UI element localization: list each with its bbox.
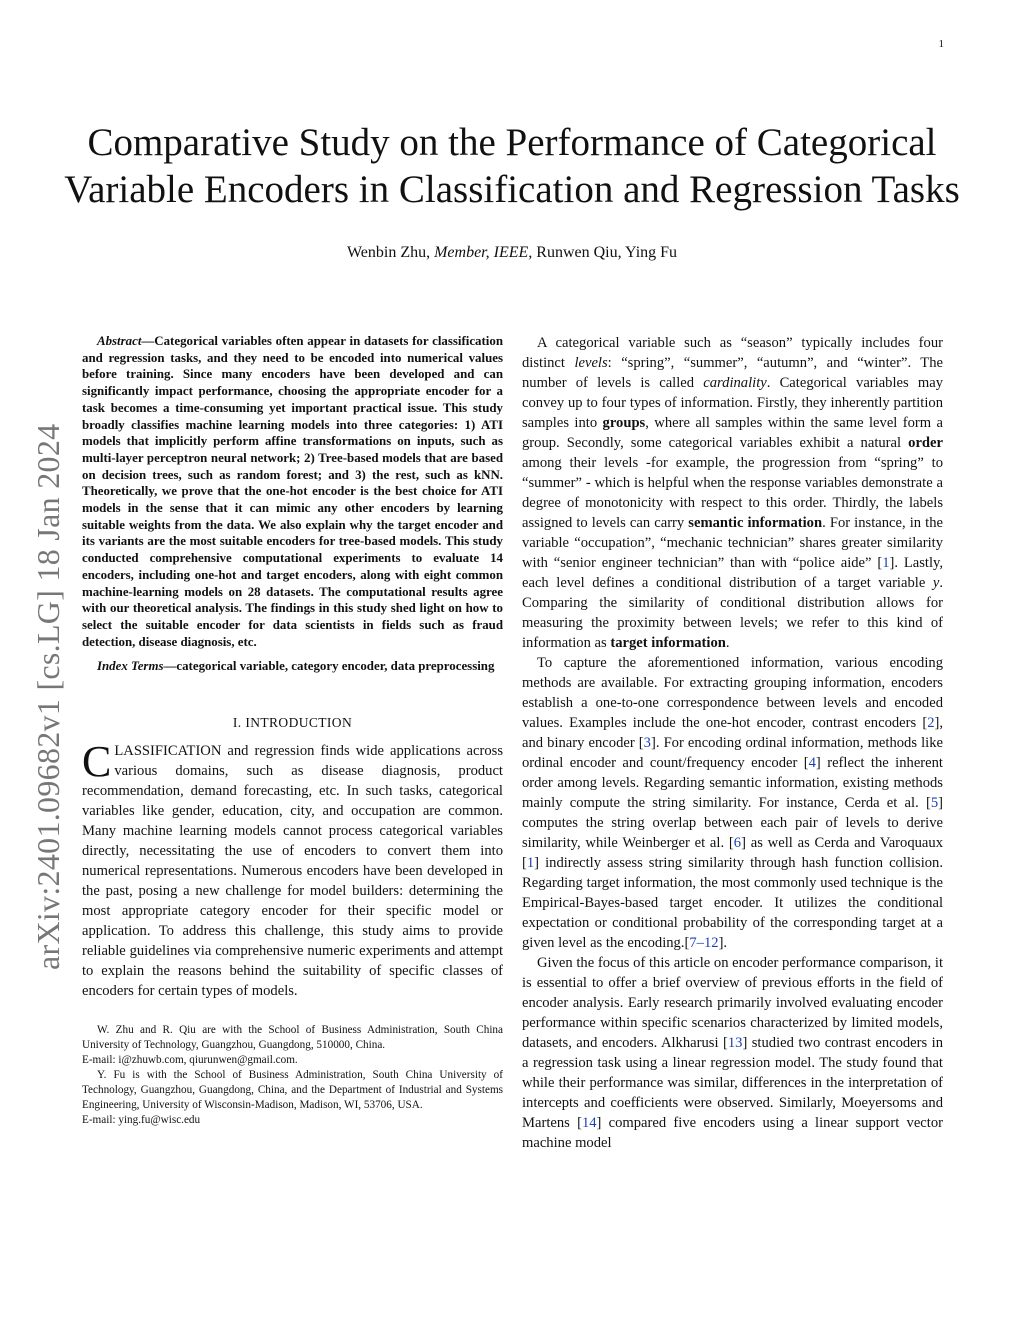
text-span: ] indirectly assess string similarity through hash function collision. Regarding target information, the most commonly used technique is the Empirical-Bayes-based target encoder. It utilizes the conditional expectation or conditional probability of the corresponding target at a given level as the encoding.[ [522,855,943,951]
author-names: Wenbin Zhu, [346,244,435,261]
text-span: ] studied two contrast encoders in a regression task using a linear regression model. The study found that while their performance was similar, differences in the interpretation of intercepts and coefficients were observed. Similarly, Moeyersoms and Martens [ [522,1035,943,1131]
citation-link[interactable]: 2 [927,715,935,731]
term-levels: levels [574,355,608,371]
author-line [60,244,964,262]
intro-paragraph [82,737,503,1001]
text-span: ] compared five encoders using a linear support vector machine model [522,1115,943,1151]
paragraph-encoding-methods [522,653,943,953]
citation-link[interactable]: 6 [733,835,742,851]
text-span: To capture the aforementioned information, various encoding methods are available. For extracting grouping information, encoders establish a one-to-one correspondence between levels and encoded values. Examples include the one-hot encoder, contrast encoders [ [522,655,943,731]
citation-link[interactable]: 13 [727,1035,743,1051]
citation-link[interactable]: 4 [808,755,816,771]
term-groups: groups [602,415,646,431]
text-span: . Categorical variables may convey up to four types of information. Firstly, they inherently partition samples into [522,375,943,431]
text-span: ] reflect the inherent order among levels. Regarding semantic information, existing methods mainly compute the string similarity. For instance, Cerda et al. [ [522,755,943,811]
citation-link[interactable]: 3 [643,735,651,751]
left-column [82,333,503,1128]
footnotes [82,1023,503,1128]
index-terms [82,658,503,675]
citation-link[interactable]: 14 [581,1115,597,1131]
author-names-cont: Runwen Qiu, Ying Fu [532,244,678,261]
right-column [522,333,943,1153]
text-span: ] as well as Cerda and Varoquaux [ [522,835,944,871]
text-span: . For instance, in the variable “occupation”, “mechanic technician” shares greater similarity with “senior engineer technician” than with “police aide” [ [522,515,943,571]
citation-link[interactable]: 5 [930,795,939,811]
citation-link[interactable]: 1 [882,555,890,571]
drop-cap: C [82,737,112,787]
arxiv-identifier: arXiv:2401.09682v1 [cs.LG] 18 Jan 2024 [30,423,66,970]
abstract-text: —Categorical variables often appear in datasets for classification and regression tasks, and they need to be encoded into numerical values before training. Since many encoders have been developed and can significantly impact performance, choosing the appropriate encoder for a task becomes a time-consuming yet important practical issue. This study broadly classifies machine learning models into three categories: 1) ATI models that implicitly perform affine transformations on inputs, such as multi-layer perceptron neural network; 2) Tree-based models that are based on decision trees, such as random forest; and 3) the rest, such as kNN. Theoretically, we prove that the one-hot encoder is the best choice for ATI models in the sense that it can mimic any other encoders by learning suitable weights from the data. We also explain why the target encoder and its variants are the most suitable encoders for tree-based models. This study conducted comprehensive computational experiments to evaluate 14 encoders, including one-hot and target encoders, along with eight common machine-learning models on 28 datasets. The computational results agree with our theoretical analysis. The findings in this study shed light on how to select the suitable encoder for data scientists in fields such as fraud detection, disease diagnosis, etc. [82,334,503,649]
text-span: ]. Lastly, each level defines a conditional distribution of a target variable [522,555,943,591]
paragraph-categorical-info [522,333,943,653]
term-semantic-information: semantic information [688,515,823,531]
term-cardinality: cardinality [703,375,767,391]
text-span: ] computes the string overlap between each pair of levels to derive similarity, while Weinberger et al. [ [522,795,943,851]
math-variable-y: y [932,575,940,591]
text-span: ]. [718,935,728,951]
paragraph-previous-efforts [522,953,943,1153]
abstract [82,333,503,650]
text-span: ]. For encoding ordinal information, methods like ordinal encoder and count/frequency encoder [ [522,735,944,771]
text-span: Given the focus of this article on encoder performance comparison, it is essential to offer a brief overview of previous efforts in the field of encoder analysis. Early research primarily involved evaluating encoder performance within specific scenarios characterized by limited models, datasets, and encoders. Alkharusi [ [522,955,943,1051]
text-span: : “spring”, “summer”, “autumn”, and “winter”. The number of levels is called [522,355,943,391]
text-span: . Comparing the similarity of conditional distribution allows for measuring the proximity between levels; we refer to this kind of information as [522,575,943,651]
text-span: ], and binary encoder [ [522,715,943,751]
text-span: , where all samples within the same level form a group. Secondly, some categorical variables exhibit a natural [522,415,943,451]
footnote-affiliation-text: W. Zhu and R. Qiu are with the School of Business Administration, South China University of Technology, Guangzhou, Guangdong, 510000, China. [82,1024,503,1052]
intro-text: LASSIFICATION and regression finds wide applications across various domains, such as disease diagnosis, product recommendation, demand forecasting, etc. In such tasks, categorical variables like gender, education, city, and occupation are common. Many machine learning models cannot process categorical variables directly, necessitating the use of encoders to convert them into numerical representations. Numerous encoders have been developed in the past, posing a new challenge for model builders: determining the most appropriate category encoder for their specific model or application. To address this challenge, this study aims to provide reliable guidelines via comprehensive numeric experiments and attempt to explain the reasons behind the suitability of specific classes of encoders for certain types of models. [82,743,503,1000]
page-number: 1 [938,38,944,50]
index-terms-label: Index Terms [97,659,164,674]
footnote-affiliation-text: Y. Fu is with the School of Business Administration, South China University of Technology, Guangzhou, Guangdong, China, and the Department of Industrial and Systems Engineering, University of Wisconsin-Madison, Madison, WI, 53706, USA. [82,1069,503,1112]
footnote-email: E-mail: i@zhuwb.com, qiurunwen@gmail.com. [82,1054,298,1067]
text-span: A categorical variable such as “season” typically includes four distinct [522,335,943,371]
paper-title: Comparative Study on the Performance of Categorical Variable Encoders in Classification and Regression Tasks [64,121,960,212]
citation-link[interactable]: 1 [526,855,535,871]
footnote-email: E-mail: ying.fu@wisc.edu [82,1114,201,1127]
footnote-affiliation-fu [82,1068,503,1128]
term-target-information: target information [610,635,726,651]
text-span: among their levels -for example, the progression from “spring” to “summer” - which is helpful when the response variables demonstrate a degree of monotonicity with respect to this order. Thirdly, the labels assigned to levels can carry [522,455,943,531]
citation-link[interactable]: 7–12 [689,935,719,951]
term-order: order [908,435,943,451]
text-span: . [725,635,730,651]
author-membership: Member, IEEE, [434,244,533,261]
section-heading-introduction: I. INTRODUCTION [232,715,353,731]
footnote-affiliation-zhu-qiu [82,1023,503,1068]
index-terms-text: —categorical variable, category encoder, data preprocessing [163,659,495,674]
abstract-label: Abstract [97,334,142,348]
